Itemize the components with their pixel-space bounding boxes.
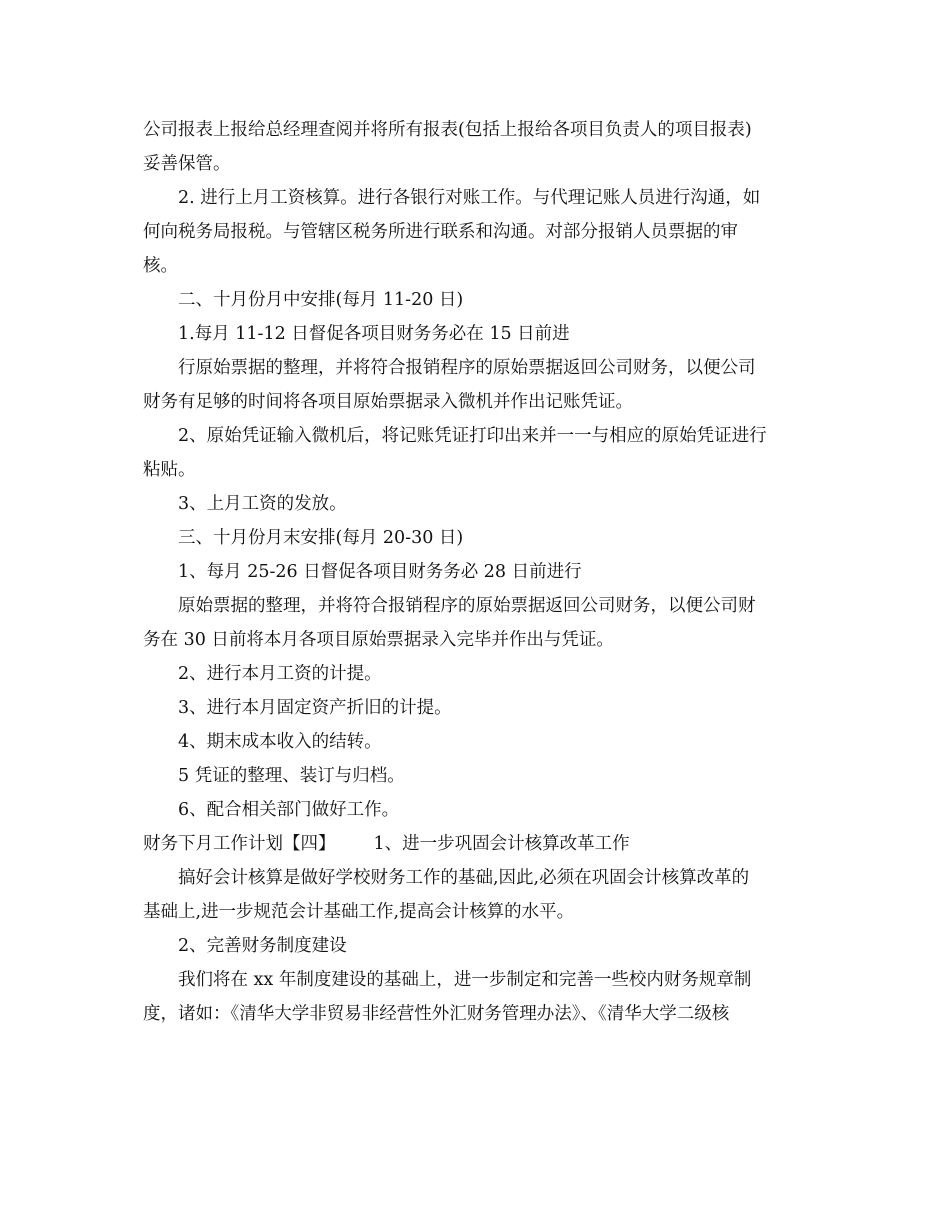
text-line: 1、每月 25-26 日督促各项目财务务必 28 日前进行 <box>178 562 582 582</box>
text-line: 3、上月工资的发放。 <box>178 494 347 514</box>
text-line: 度，诸如：《清华大学非贸易非经营性外汇财务管理办法》、《清华大学二级核 <box>143 1004 730 1024</box>
text-line: 核。 <box>143 256 178 276</box>
text-line: 2、进行本月工资的计提。 <box>178 664 382 684</box>
document-body <box>143 113 808 1031</box>
section-heading-line <box>143 827 808 861</box>
text-line: 3、进行本月固定资产折旧的计提。 <box>178 698 452 718</box>
text-line: 4、期末成本收入的结转。 <box>178 732 382 752</box>
text-line: 5 凭证的整理、装订与归档。 <box>178 766 405 786</box>
section-heading-subtitle: 1、进一步巩固会计核算改革工作 <box>373 834 630 854</box>
paragraph-block-after <box>143 861 808 1031</box>
text-line: 妥善保管。 <box>143 154 231 174</box>
text-line: 行原始票据的整理，并将符合报销程序的原始票据返回公司财务，以便公司 <box>178 358 756 378</box>
text-line: 2、原始凭证输入微机后，将记账凭证打印出来并一一与相应的原始凭证进行 <box>178 426 767 446</box>
section-heading-title: 财务下月工作计划【四】 <box>143 834 336 854</box>
text-line: 基础上,进一步规范会计基础工作,提高会计核算的水平。 <box>143 902 575 922</box>
text-line: 财务有足够的时间将各项目原始票据录入微机并作出记账凭证。 <box>143 392 633 412</box>
text-line: 公司报表上报给总经理查阅并将所有报表(包括上报给各项目负责人的项目报表) <box>143 120 752 140</box>
text-line: 2、完善财务制度建设 <box>178 936 347 956</box>
text-line: 2. 进行上月工资核算。进行各银行对账工作。与代理记账人员进行沟通，如 <box>178 188 761 208</box>
text-line: 1.每月 11-12 日督促各项目财务务必在 15 日前进 <box>178 324 570 344</box>
text-line: 粘贴。 <box>143 460 196 480</box>
text-line: 何向税务局报税。与管辖区税务所进行联系和沟通。对部分报销人员票据的审 <box>143 222 738 242</box>
text-line: 三、十月份月末安排(每月 20-30 日) <box>178 528 464 548</box>
text-line: 搞好会计核算是做好学校财务工作的基础,因此,必须在巩固会计核算改革的 <box>178 868 750 888</box>
text-line: 二、十月份月中安排(每月 11-20 日) <box>178 290 464 310</box>
text-line: 原始票据的整理，并将符合报销程序的原始票据返回公司财务，以便公司财 <box>178 596 756 616</box>
paragraph-block-before <box>143 113 808 827</box>
text-line: 务在 30 日前将本月各项目原始票据录入完毕并作出与凭证。 <box>143 630 614 650</box>
text-line: 我们将在 xx 年制度建设的基础上，进一步制定和完善一些校内财务规章制 <box>178 970 752 990</box>
text-line: 6、配合相关部门做好工作。 <box>178 800 400 820</box>
